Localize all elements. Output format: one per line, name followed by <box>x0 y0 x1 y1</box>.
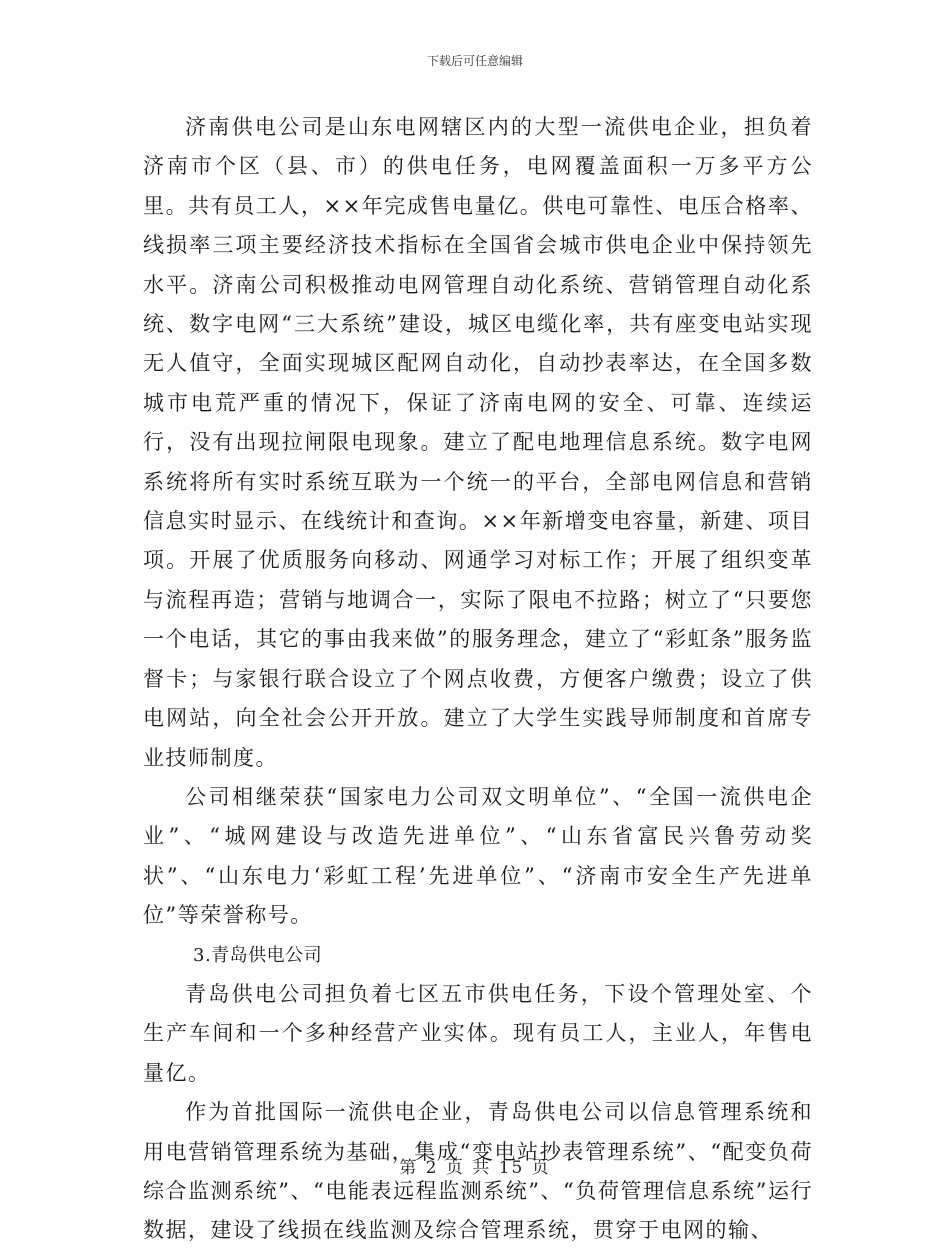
document-body <box>143 108 813 1251</box>
paragraph-qingdao-systems: 作为首批国际一流供电企业，青岛供电公司以信息管理系统和用电营销管理系统为基础，集成“变电站抄表管理系统”、“配变负荷综合监测系统”、“电能表远程监测系统”、“负荷管理信息系统”运行数据，建设了线损在线监测及综合管理系统，贯穿于电网的输、 <box>143 1100 813 1243</box>
paragraph-jinan-honors: 公司相继荣获“国家电力公司双文明单位”、“全国一流供电企业”、“城网建设与改造先进单位”、“山东省富民兴鲁劳动奖状”、“山东电力‘彩虹工程’先进单位”、“济南市安全生产先进单位”等荣誉称号。 <box>143 784 813 928</box>
paragraph-qingdao-overview: 青岛供电公司担负着七区五市供电任务，下设个管理处室、个生产车间和一个多种经营产业实体。现有员工人，主业人，年售电量亿。 <box>143 981 813 1085</box>
page-header: 下载后可任意编辑 <box>426 54 523 68</box>
page-footer: 第 2 页 共 15 页 <box>399 1158 551 1178</box>
paragraph-jinan-overview: 济南供电公司是山东电网辖区内的大型一流供电企业，担负着济南市个区（县、市）的供电任务，电网覆盖面积一万多平方公里。共有员工人，××年完成售电量亿。供电可靠性、电压合格率、线损率三项主要经济技术指标在全国省会城市供电企业中保持领先水平。济南公司积极推动电网管理自动化系统、营销管理自动化系统、数字电网“三大系统”建设，城区电缆化率，共有座变电站实现无人值守，全面实现城区配网自动化，自动抄表率达，在全国多数城市电荒严重的情况下，保证了济南电网的安全、可靠、连续运行，没有出现拉闸限电现象。建立了配电地理信息系统。数字电网系统将所有实时系统互联为一个统一的平台，全部电网信息和营销信息实时显示、在线统计和查询。××年新增变电容量，新建、项目项。开展了优质服务向移动、网通学习对标工作；开展了组织变革与流程再造；营销与地调合一，实际了限电不拉路；树立了“只要您一个电话，其它的事由我来做”的服务理念，建立了“彩虹条”服务监督卡；与家银行联合设立了个网点收费，方便客户缴费；设立了供电网站，向全社会公开开放。建立了大学生实践导师制度和首席专业技师制度。 <box>143 115 813 770</box>
section-heading: 3.青岛供电公司 <box>193 944 323 966</box>
